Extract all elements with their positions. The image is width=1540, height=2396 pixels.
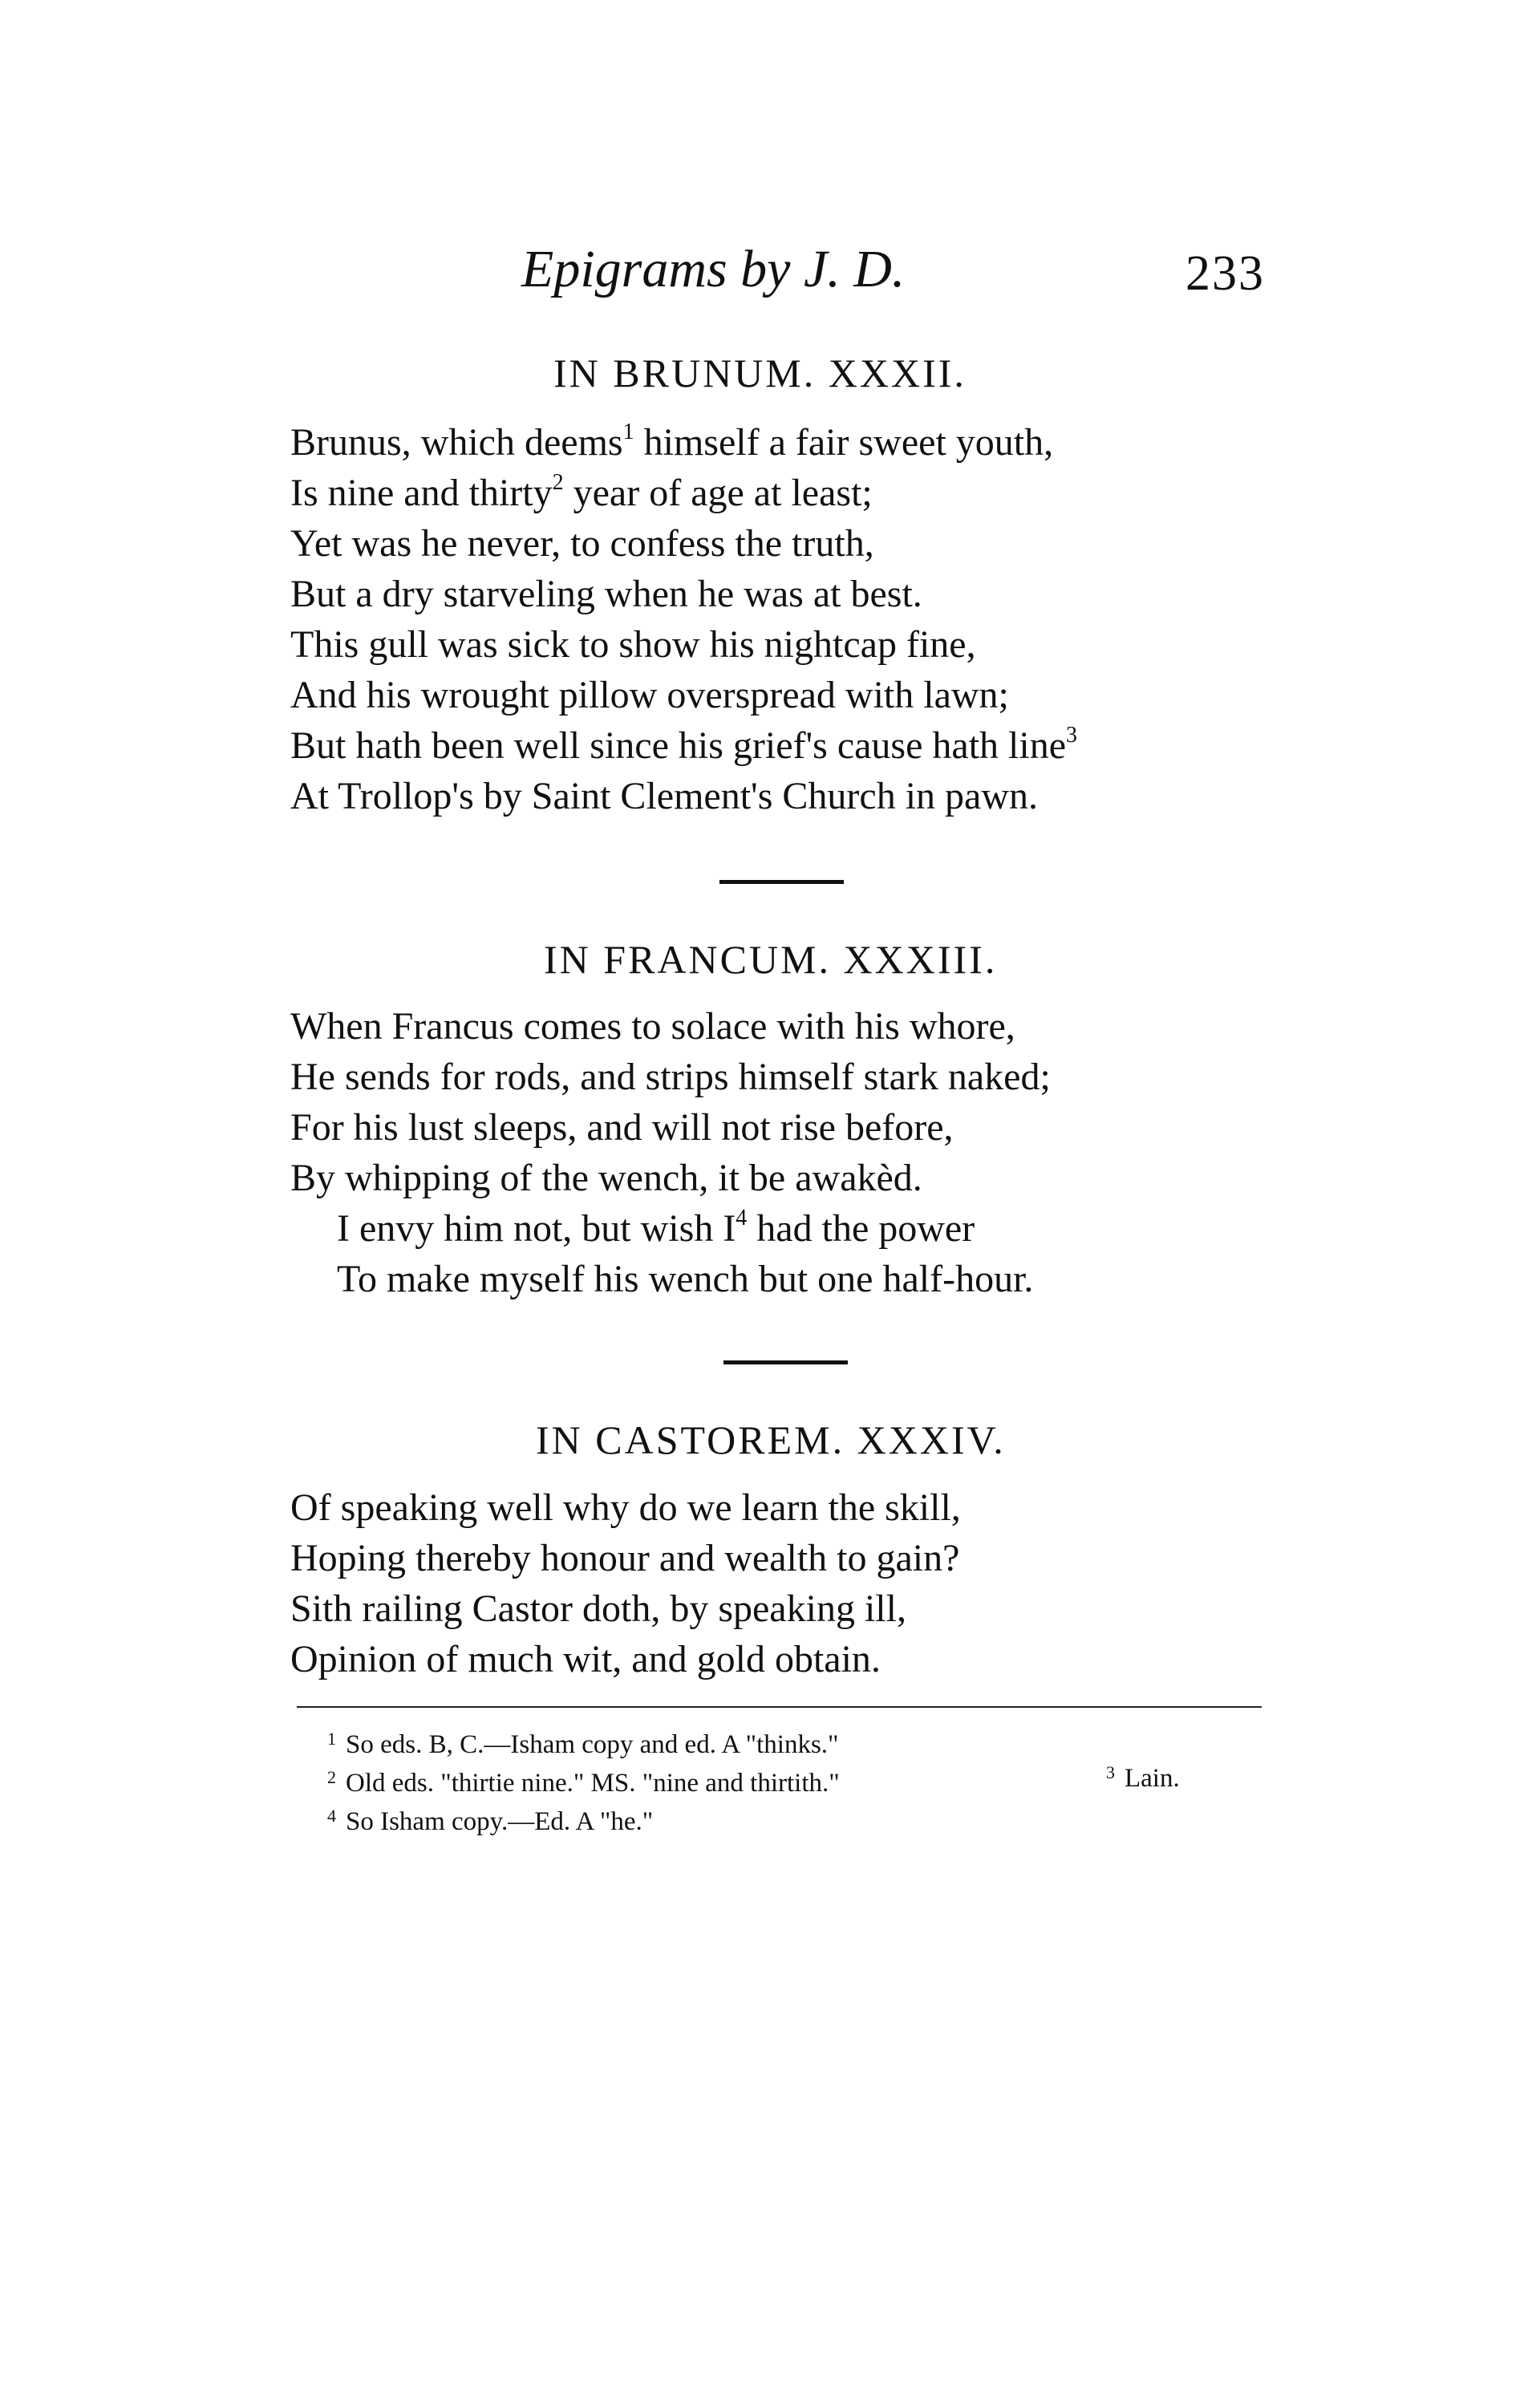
footnote-rule: [297, 1706, 1262, 1708]
poem-line: But a dry starveling when he was at best.: [290, 573, 922, 615]
poem-line: To make myself his wench but one half-hour.: [337, 1258, 1034, 1300]
footnote-text: So eds. B, C.—Isham copy and ed. A "thinks.": [346, 1730, 839, 1759]
section-divider: [719, 880, 844, 884]
footnotes: [327, 1725, 840, 1841]
line-text: I envy him not, but wish I: [337, 1207, 736, 1250]
poem-line: [290, 720, 1077, 771]
footnote-marker: 3: [1066, 723, 1078, 748]
footnote-text: So Isham copy.—Ed. A "he.": [346, 1807, 654, 1836]
poem-line: Hoping thereby honour and wealth to gain?: [290, 1537, 960, 1579]
line-text: had the power: [747, 1207, 975, 1250]
section-divider: [723, 1360, 848, 1364]
poem-line: [290, 468, 1077, 518]
line-text: But hath been well since his grief's cause hath line: [290, 724, 1067, 767]
poem-title-xxxiii: IN FRANCUM. XXXIII.: [544, 937, 998, 982]
footnote: [327, 1725, 840, 1764]
poem-line: [290, 417, 1077, 468]
footnote: [327, 1764, 840, 1802]
poem-line: By whipping of the wench, it be awakèd.: [290, 1157, 922, 1199]
footnote-text: Old eds. "thirtie nine." MS. "nine and thirtith.": [346, 1769, 840, 1798]
poem-line: Of speaking well why do we learn the skill,: [290, 1486, 961, 1529]
line-text: Brunus, which deems: [290, 421, 623, 464]
poem-line: At Trollop's by Saint Clement's Church in pawn.: [290, 775, 1038, 817]
line-text: year of age at least;: [563, 472, 873, 514]
poem-body-xxxiii: [290, 1001, 1051, 1304]
footnote-mark: 3: [1106, 1762, 1115, 1782]
footnote-marker: 4: [736, 1206, 748, 1230]
poem-line: [290, 1203, 1051, 1254]
poem-body-xxxiv: [290, 1482, 961, 1684]
footnote-mark: 4: [327, 1806, 336, 1826]
line-text: Is nine and thirty: [290, 472, 553, 514]
page-number: 233: [1185, 246, 1265, 301]
poem-line: Yet was he never, to confess the truth,: [290, 522, 874, 565]
poem-line: For his lust sleeps, and will not rise before,: [290, 1106, 954, 1149]
footnote-mark: 1: [327, 1729, 336, 1749]
poem-line: This gull was sick to show his nightcap fine,: [290, 623, 976, 666]
footnote-marker: 1: [622, 420, 634, 444]
poem-line: When Francus comes to solace with his whore,: [290, 1005, 1015, 1048]
footnote: [327, 1802, 840, 1841]
running-head: Epigrams by J. D.: [521, 240, 906, 298]
footnote-text: Lain.: [1125, 1764, 1180, 1793]
footnote-marker: 2: [552, 470, 564, 495]
poem-body-xxxii: [290, 417, 1077, 821]
poem-line: Sith railing Castor doth, by speaking ill,: [290, 1587, 906, 1630]
poem-line: He sends for rods, and strips himself stark naked;: [290, 1056, 1051, 1098]
footnote-mark: 2: [327, 1767, 336, 1787]
line-text: himself a fair sweet youth,: [634, 421, 1054, 464]
poem-line: And his wrought pillow overspread with lawn;: [290, 674, 1009, 716]
footnote: [1106, 1764, 1180, 1794]
poem-title-xxxii: IN BRUNUM. XXXII.: [553, 351, 967, 395]
poem-title-xxxiv: IN CASTOREM. XXXIV.: [536, 1417, 1006, 1462]
poem-line: Opinion of much wit, and gold obtain.: [290, 1638, 881, 1680]
